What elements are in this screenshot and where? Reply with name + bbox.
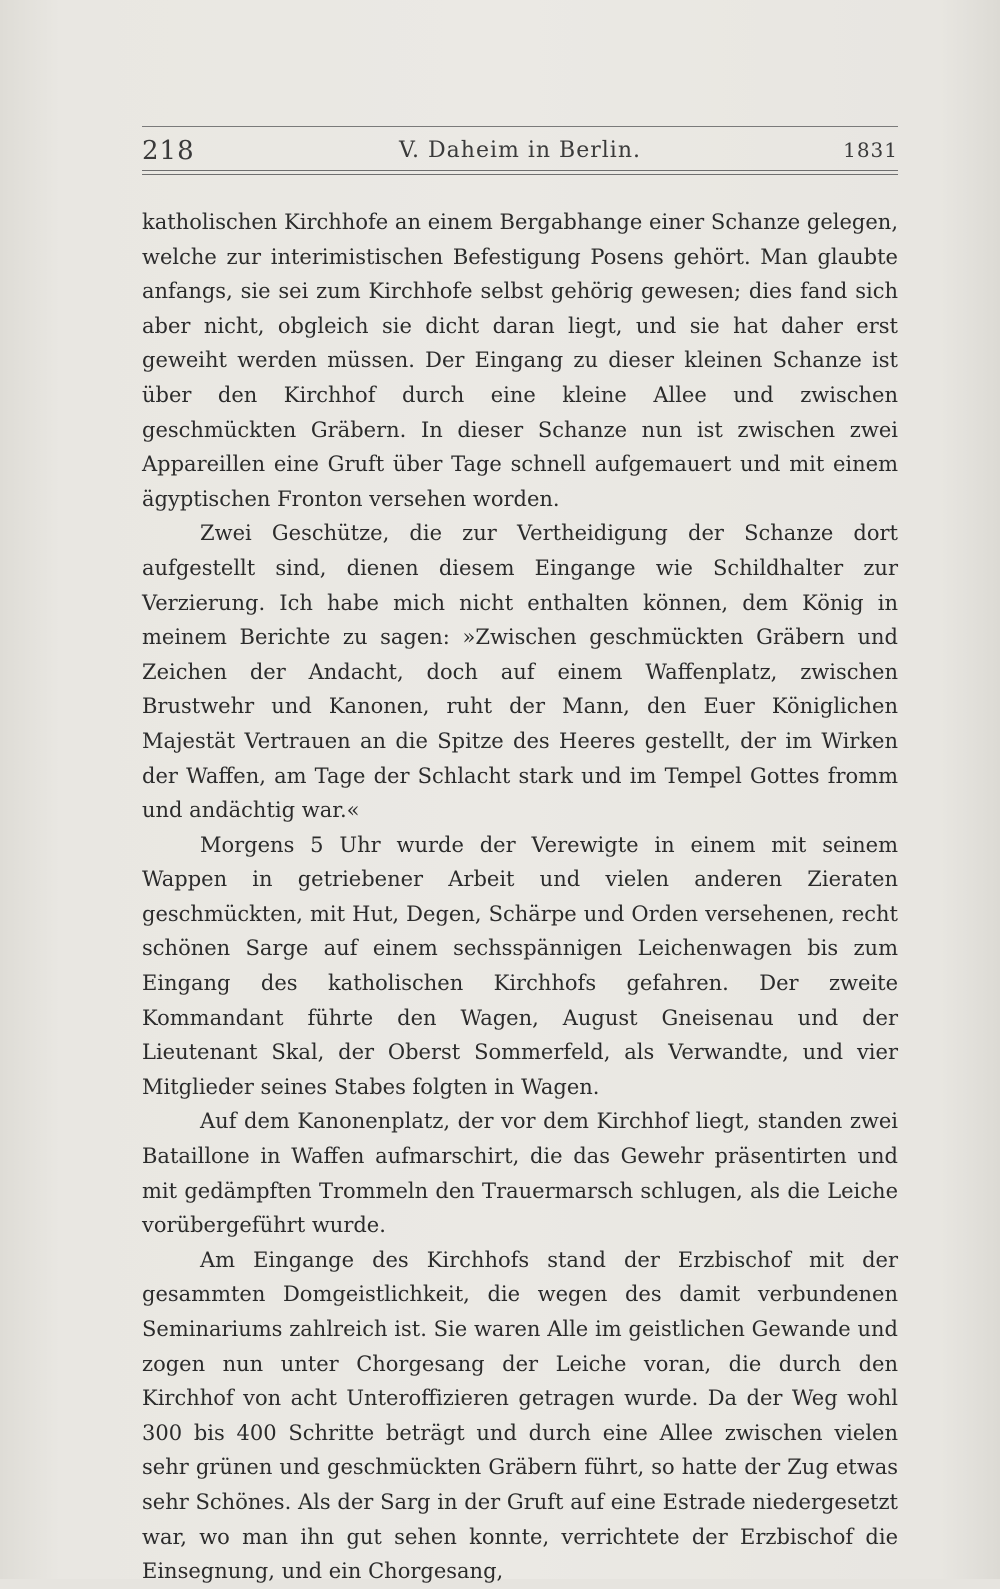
header-top-rule xyxy=(142,126,898,127)
paragraph: Am Eingange des Kirchhofs stand der Erzbischof mit der gesammten Domgeistlichkeit, die wegen des damit verbundenen Seminariums zahlreich ist. Sie waren Alle im geistlichen Gewande und zogen nun unter Chorgesang der Leiche voran, die durch den Kirchhof von acht Unteroffizieren getragen wurde. Da der Weg wohl 300 bis 400 Schritte beträgt und durch eine Allee zwischen vielen sehr grünen und geschmückten Gräbern führt, so hatte der Zug etwas sehr Schönes. Als der Sarg in der Gruft auf eine Estrade niedergesetzt war, wo man ihn gut sehen konnte, verrichtete der Erzbischof die Einsegnung, und ein Chorgesang, xyxy=(142,1247,898,1584)
header-double-rule xyxy=(142,170,898,175)
page-header xyxy=(142,118,898,174)
paragraph: Morgens 5 Uhr wurde der Verewigte in einem mit seinem Wappen in getriebener Arbeit und vielen anderen Zieraten geschmückten, mit Hut, Degen, Schärpe und Orden versehenen, recht schönen Sarge auf einem sechsspännigen Leichenwagen bis zum Eingang des katholischen Kirchhofs gefahren. Der zweite Kommandant führte den Wagen, August Gneisenau und der Lieutenant Skal, der Oberst Sommerfeld, als Verwandte, und vier Mitglieder seines Stabes folgten in Wagen. xyxy=(142,832,898,1099)
page-number: 218 xyxy=(142,136,195,166)
header-year: 1831 xyxy=(843,138,898,162)
paragraph-continuation: katholischen Kirchhofe an einem Bergabhange einer Schanze gelegen, welche zur interimistischen Befestigung Posens gehört. Man glaubte anfangs, sie sei zum Kirchhofe selbst gehörig gewesen; dies fand sich aber nicht, obgleich sie dicht daran liegt, und sie hat daher erst geweiht werden müssen. Der Eingang zu dieser kleinen Schanze ist über den Kirchhof durch eine kleine Allee und zwischen geschmückten Gräbern. In dieser Schanze nun ist zwischen zwei Appareillen eine Gruft über Tage schnell aufgemauert und mit einem ägyptischen Fronton versehen worden. xyxy=(142,210,898,511)
paragraph: Auf dem Kanonenplatz, der vor dem Kirchhof liegt, standen zwei Bataillone in Waffen aufmarschirt, die das Gewehr präsentirten und mit gedämpften Trommeln den Trauermarsch schlugen, als die Leiche vorübergeführt wurde. xyxy=(142,1109,898,1238)
body-text xyxy=(142,205,898,1589)
running-head: V. Daheim in Berlin. xyxy=(399,138,641,163)
paragraph: Zwei Geschütze, die zur Vertheidigung der Schanze dort aufgestellt sind, dienen diesem Eingange wie Schildhalter zur Verzierung. Ich habe mich nicht enthalten können, dem König in meinem Berichte zu sagen: »Zwischen geschmückten Gräbern und Zeichen der Andacht, doch auf einem Waffenplatz, zwischen Brustwehr und Kanonen, ruht der Mann, den Euer Königlichen Majestät Vertrauen an die Spitze des Heeres gestellt, der im Wirken der Waffen, am Tage der Schlacht stark und im Tempel Gottes fromm und andächtig war.« xyxy=(142,521,898,823)
